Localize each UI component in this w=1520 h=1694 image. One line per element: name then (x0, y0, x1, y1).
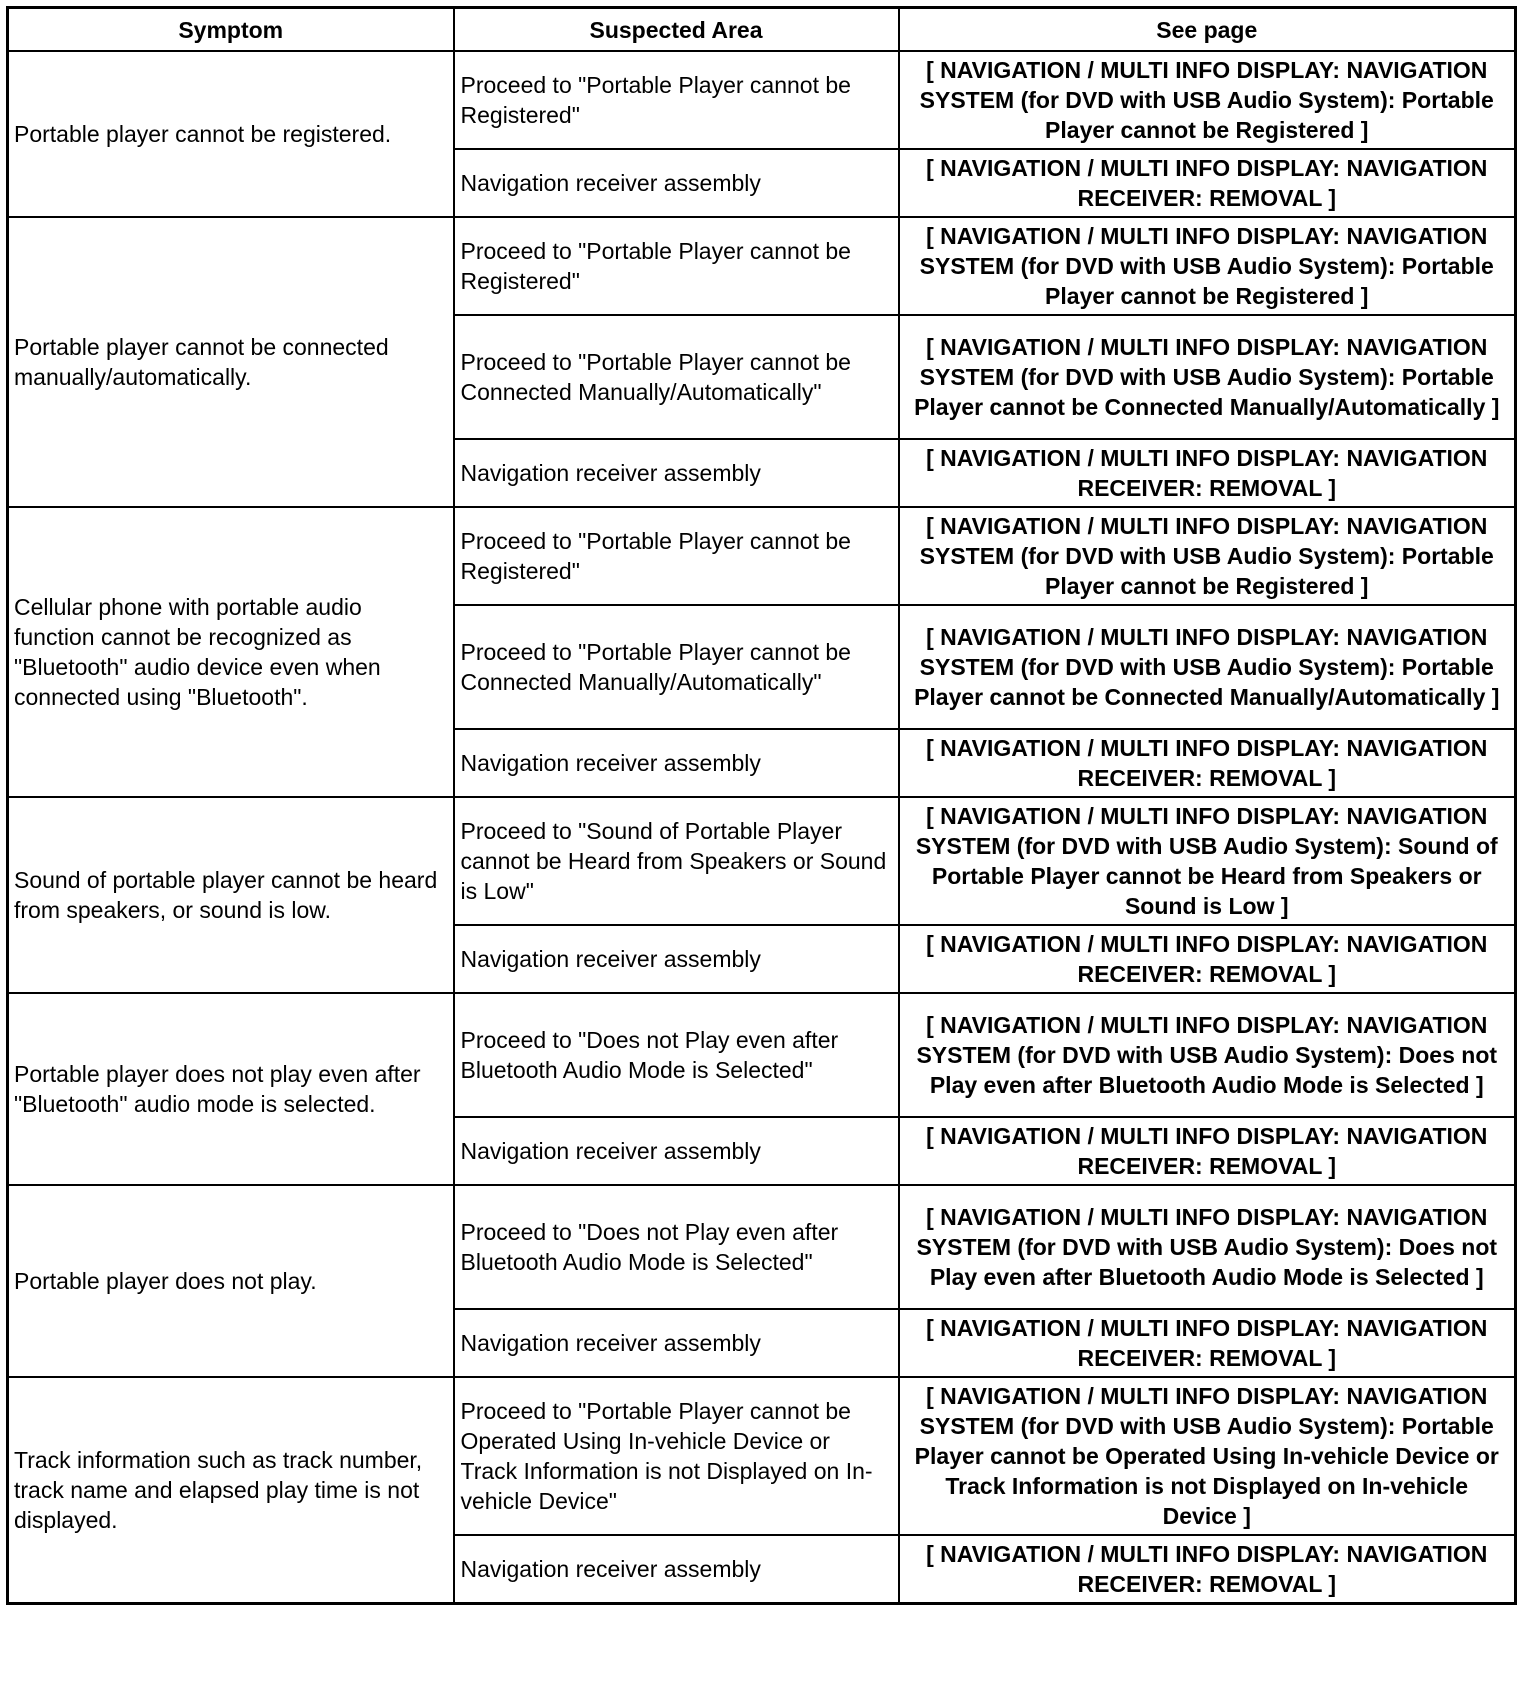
problem-symptoms-table (6, 6, 1517, 1605)
see-page-link[interactable]: [ NAVIGATION / MULTI INFO DISPLAY: NAVIGATION SYSTEM (for DVD with USB Audio System): Portable Player cannot be Operated Using In-vehicle Device or Track Information is not Displayed on In-vehicle Device ] (899, 1377, 1516, 1535)
problem-symptoms-table-container (6, 6, 1514, 1605)
suspected-area-cell: Navigation receiver assembly (454, 1309, 899, 1377)
suspected-area-cell: Navigation receiver assembly (454, 729, 899, 797)
table-row (8, 1185, 1516, 1309)
symptom-cell: Portable player cannot be connected manually/automatically. (8, 217, 454, 507)
see-page-link[interactable]: [ NAVIGATION / MULTI INFO DISPLAY: NAVIGATION RECEIVER: REMOVAL ] (899, 1117, 1516, 1185)
see-page-link[interactable]: [ NAVIGATION / MULTI INFO DISPLAY: NAVIGATION SYSTEM (for DVD with USB Audio System): Portable Player cannot be Connected Manually/Automatically ] (899, 315, 1516, 439)
header-suspected-area: Suspected Area (454, 8, 899, 52)
suspected-area-cell: Navigation receiver assembly (454, 439, 899, 507)
header-row (8, 8, 1516, 52)
symptom-cell: Portable player does not play. (8, 1185, 454, 1377)
suspected-area-cell: Proceed to "Portable Player cannot be Registered" (454, 51, 899, 149)
suspected-area-cell: Proceed to "Does not Play even after Bluetooth Audio Mode is Selected" (454, 993, 899, 1117)
see-page-link[interactable]: [ NAVIGATION / MULTI INFO DISPLAY: NAVIGATION RECEIVER: REMOVAL ] (899, 1535, 1516, 1604)
table-row (8, 797, 1516, 925)
see-page-link[interactable]: [ NAVIGATION / MULTI INFO DISPLAY: NAVIGATION SYSTEM (for DVD with USB Audio System): Portable Player cannot be Connected Manually/Automatically ] (899, 605, 1516, 729)
table-row (8, 507, 1516, 605)
symptom-cell: Portable player does not play even after "Bluetooth" audio mode is selected. (8, 993, 454, 1185)
see-page-link[interactable]: [ NAVIGATION / MULTI INFO DISPLAY: NAVIGATION RECEIVER: REMOVAL ] (899, 1309, 1516, 1377)
see-page-link[interactable]: [ NAVIGATION / MULTI INFO DISPLAY: NAVIGATION SYSTEM (for DVD with USB Audio System): Sound of Portable Player cannot be Heard from Speakers or Sound is Low ] (899, 797, 1516, 925)
suspected-area-cell: Proceed to "Sound of Portable Player cannot be Heard from Speakers or Sound is Low" (454, 797, 899, 925)
symptom-cell: Portable player cannot be registered. (8, 51, 454, 217)
header-symptom: Symptom (8, 8, 454, 52)
table-row (8, 1377, 1516, 1535)
see-page-link[interactable]: [ NAVIGATION / MULTI INFO DISPLAY: NAVIGATION SYSTEM (for DVD with USB Audio System): Portable Player cannot be Registered ] (899, 217, 1516, 315)
table-row (8, 51, 1516, 149)
see-page-link[interactable]: [ NAVIGATION / MULTI INFO DISPLAY: NAVIGATION RECEIVER: REMOVAL ] (899, 729, 1516, 797)
suspected-area-cell: Proceed to "Portable Player cannot be Operated Using In-vehicle Device or Track Information is not Displayed on In-vehicle Device" (454, 1377, 899, 1535)
table-header (8, 8, 1516, 52)
suspected-area-cell: Navigation receiver assembly (454, 1535, 899, 1604)
see-page-link[interactable]: [ NAVIGATION / MULTI INFO DISPLAY: NAVIGATION RECEIVER: REMOVAL ] (899, 149, 1516, 217)
see-page-link[interactable]: [ NAVIGATION / MULTI INFO DISPLAY: NAVIGATION SYSTEM (for DVD with USB Audio System): Does not Play even after Bluetooth Audio Mode is Selected ] (899, 993, 1516, 1117)
see-page-link[interactable]: [ NAVIGATION / MULTI INFO DISPLAY: NAVIGATION RECEIVER: REMOVAL ] (899, 925, 1516, 993)
table-body (8, 51, 1516, 1604)
see-page-link[interactable]: [ NAVIGATION / MULTI INFO DISPLAY: NAVIGATION SYSTEM (for DVD with USB Audio System): Does not Play even after Bluetooth Audio Mode is Selected ] (899, 1185, 1516, 1309)
header-see-page: See page (899, 8, 1516, 52)
symptom-cell: Sound of portable player cannot be heard from speakers, or sound is low. (8, 797, 454, 993)
suspected-area-cell: Navigation receiver assembly (454, 925, 899, 993)
see-page-link[interactable]: [ NAVIGATION / MULTI INFO DISPLAY: NAVIGATION RECEIVER: REMOVAL ] (899, 439, 1516, 507)
symptom-cell: Track information such as track number, track name and elapsed play time is not displayed. (8, 1377, 454, 1604)
suspected-area-cell: Proceed to "Portable Player cannot be Connected Manually/Automatically" (454, 605, 899, 729)
suspected-area-cell: Proceed to "Portable Player cannot be Connected Manually/Automatically" (454, 315, 899, 439)
suspected-area-cell: Navigation receiver assembly (454, 149, 899, 217)
see-page-link[interactable]: [ NAVIGATION / MULTI INFO DISPLAY: NAVIGATION SYSTEM (for DVD with USB Audio System): Portable Player cannot be Registered ] (899, 51, 1516, 149)
symptom-cell: Cellular phone with portable audio function cannot be recognized as "Bluetooth" audio device even when connected using "Bluetooth". (8, 507, 454, 797)
table-row (8, 993, 1516, 1117)
suspected-area-cell: Proceed to "Does not Play even after Bluetooth Audio Mode is Selected" (454, 1185, 899, 1309)
suspected-area-cell: Proceed to "Portable Player cannot be Registered" (454, 507, 899, 605)
suspected-area-cell: Proceed to "Portable Player cannot be Registered" (454, 217, 899, 315)
table-row (8, 217, 1516, 315)
see-page-link[interactable]: [ NAVIGATION / MULTI INFO DISPLAY: NAVIGATION SYSTEM (for DVD with USB Audio System): Portable Player cannot be Registered ] (899, 507, 1516, 605)
suspected-area-cell: Navigation receiver assembly (454, 1117, 899, 1185)
